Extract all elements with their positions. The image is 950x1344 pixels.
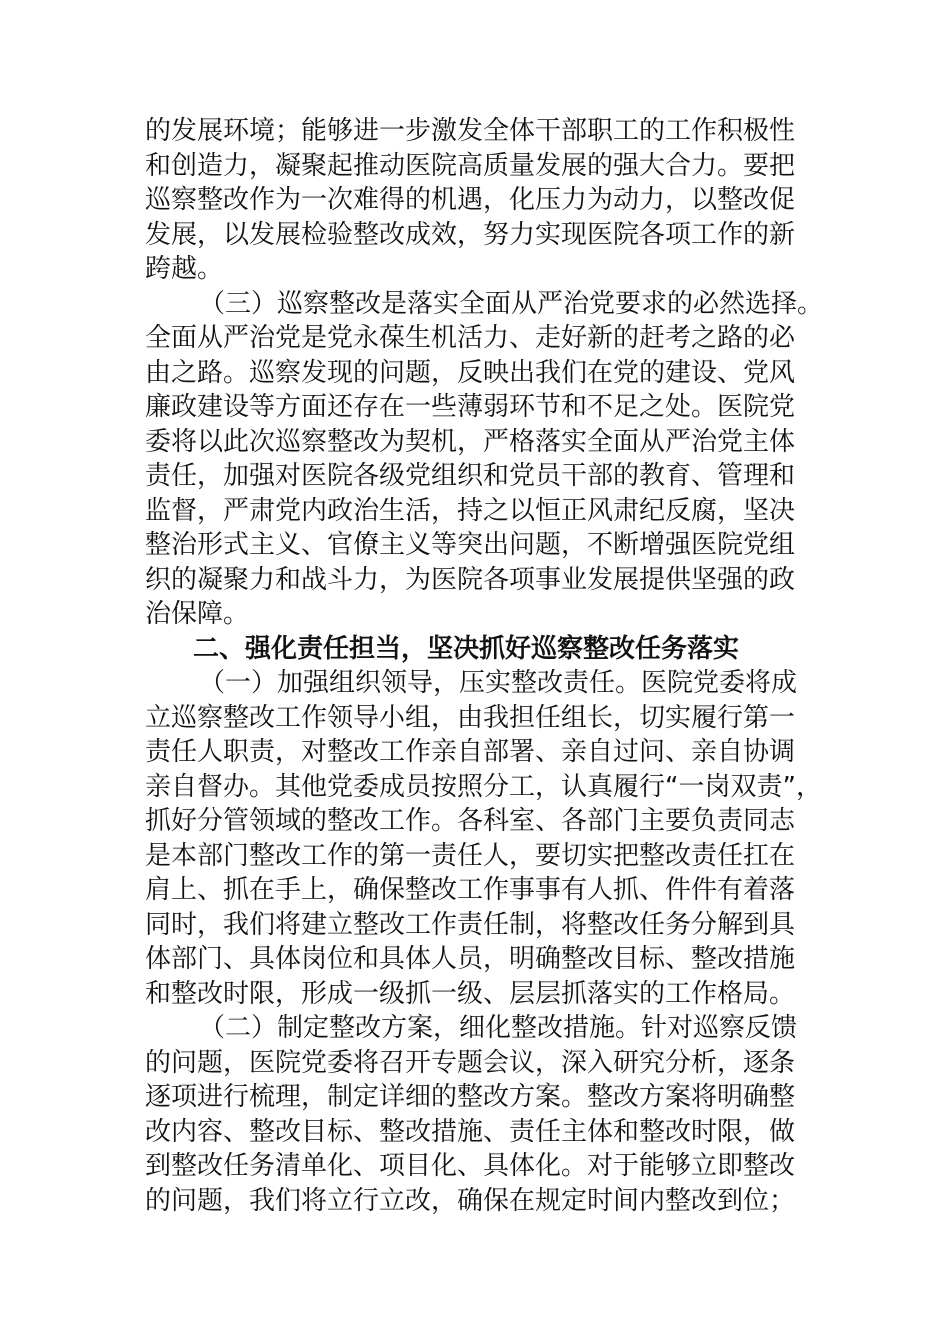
- paragraph-start-line: （二）制定整改方案，细化整改措施。针对巡察反馈: [199, 1013, 798, 1043]
- text-line: 同时，我们将建立整改工作责任制，将整改任务分解到具: [145, 909, 796, 940]
- paragraph-start-line: （三）巡察整改是落实全面从严治党要求的必然选择。: [199, 288, 824, 319]
- text-line: 肩上、抓在手上，确保整改工作事事有人抓、件件有着落: [145, 875, 796, 905]
- text-line: 逐项进行梳理，制定详细的整改方案。整改方案将明确整: [145, 1082, 796, 1112]
- text-line: 责任人职责，对整改工作亲自部署、亲自过问、亲自协调: [145, 737, 796, 767]
- text-line: 是本部门整改工作的第一责任人，要切实把整改责任扛在: [145, 840, 796, 871]
- section-heading: 二、强化责任担当，坚决抓好巡察整改任务落实: [193, 633, 740, 664]
- paragraph-start-line: （一）加强组织领导，压实整改责任。医院党委将成: [199, 668, 798, 698]
- text-line: 体部门、具体岗位和具体人员，明确整改目标、整改措施: [145, 944, 796, 974]
- text-line: 的发展环境；能够进一步激发全体干部职工的工作积极性: [145, 116, 796, 146]
- text-line: 抓好分管领域的整改工作。各科室、各部门主要负责同志: [145, 806, 796, 836]
- text-line: 和创造力，凝聚起推动医院高质量发展的强大合力。要把: [145, 150, 796, 181]
- text-line: 廉政建设等方面还存在一些薄弱环节和不足之处。医院党: [145, 392, 796, 422]
- text-line: 整治形式主义、官僚主义等突出问题，不断增强医院党组: [145, 530, 796, 560]
- text-line: 全面从严治党是党永葆生机活力、走好新的赶考之路的必: [145, 323, 796, 353]
- text-line: 到整改任务清单化、项目化、具体化。对于能够立即整改: [145, 1151, 796, 1181]
- text-line: 改内容、整改目标、整改措施、责任主体和整改时限，做: [145, 1116, 796, 1147]
- text-line: 委将以此次巡察整改为契机，严格落实全面从严治党主体: [145, 426, 796, 457]
- document-body: [145, 114, 824, 1218]
- text-line: 发展，以发展检验整改成效，努力实现医院各项工作的新: [145, 219, 796, 250]
- text-line: 由之路。巡察发现的问题，反映出我们在党的建设、党风: [145, 357, 796, 388]
- text-line: 立巡察整改工作领导小组，由我担任组长，切实履行第一: [145, 702, 796, 733]
- text-line: 亲自督办。其他党委成员按照分工，认真履行“一岗双责”，: [145, 771, 822, 802]
- text-line: 的问题，我们将立行立改，确保在规定时间内整改到位；: [145, 1185, 796, 1216]
- text-line: 治保障。: [145, 599, 250, 629]
- text-line: 织的凝聚力和战斗力，为医院各项事业发展提供坚强的政: [145, 564, 796, 595]
- text-line: 监督，严肃党内政治生活，持之以恒正风肃纪反腐，坚决: [145, 495, 796, 526]
- text-line: 责任，加强对医院各级党组织和党员干部的教育、管理和: [145, 461, 796, 491]
- text-line: 和整改时限，形成一级抓一级、层层抓落实的工作格局。: [145, 978, 796, 1009]
- text-line: 跨越。: [145, 254, 224, 284]
- text-line: 的问题，医院党委将召开专题会议，深入研究分析，逐条: [145, 1047, 796, 1078]
- text-line: 巡察整改作为一次难得的机遇，化压力为动力，以整改促: [145, 185, 796, 215]
